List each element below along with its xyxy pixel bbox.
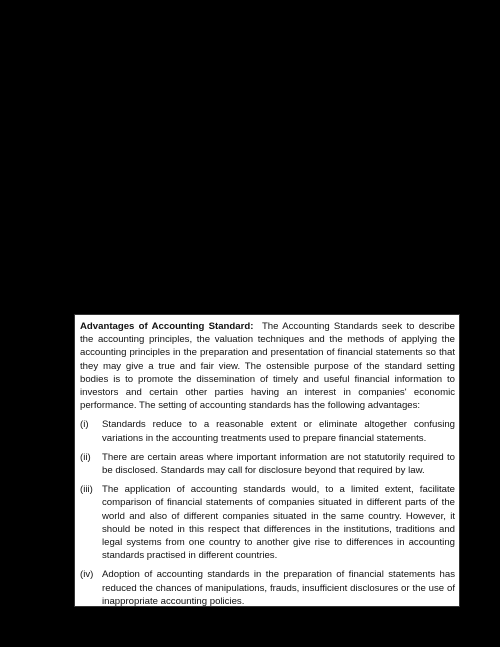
- section-heading: Advantages of Accounting Standard:: [80, 321, 254, 332]
- list-item-text: Adoption of accounting standards in the preparation of financial statements has reduced the chances of manipulations, frauds, insufficient disclosures or the use of inappropriate accounting policies.: [102, 569, 455, 607]
- list-item: [80, 418, 455, 444]
- list-item-number: (iv): [80, 569, 94, 581]
- advantages-list: [80, 418, 455, 607]
- list-item-number: (ii): [80, 451, 91, 463]
- list-item: [80, 568, 455, 607]
- document-text-box: [74, 314, 460, 607]
- list-item: [80, 483, 455, 562]
- list-item-number: (iii): [80, 484, 93, 496]
- list-item: [80, 451, 455, 477]
- list-item-text: The application of accounting standards would, to a limited extent, facilitate comparison of financial statements of companies situated in different parts of the world and also of different companies situated in the same country. However, it should be noted in this respect that differences in the institutions, traditions and legal systems from one country to another give rise to differences in accounting standards practised in different countries.: [102, 484, 455, 562]
- list-item-text: There are certain areas where important information are not statutorily required to be disclosed. Standards may call for disclosure beyond that required by law.: [102, 451, 455, 477]
- list-item-text: Standards reduce to a reasonable extent or eliminate altogether confusing variations in the accounting treatments used to prepare financial statements.: [102, 419, 455, 444]
- intro-paragraph: [80, 320, 455, 412]
- intro-text: The Accounting Standards seek to describe the accounting principles, the valuation techniques and the methods of applying the accounting principles in the preparation and presentation of financial statements so that they may give a true and fair view. The ostensible purpose of the standard setting bodies is to promote the dissemination of timely and useful financial information to investors and certain other parties having an interest in companies' economic performance. The setting of accounting standards has the following advantages:: [80, 321, 455, 412]
- list-item-number: (i): [80, 419, 89, 431]
